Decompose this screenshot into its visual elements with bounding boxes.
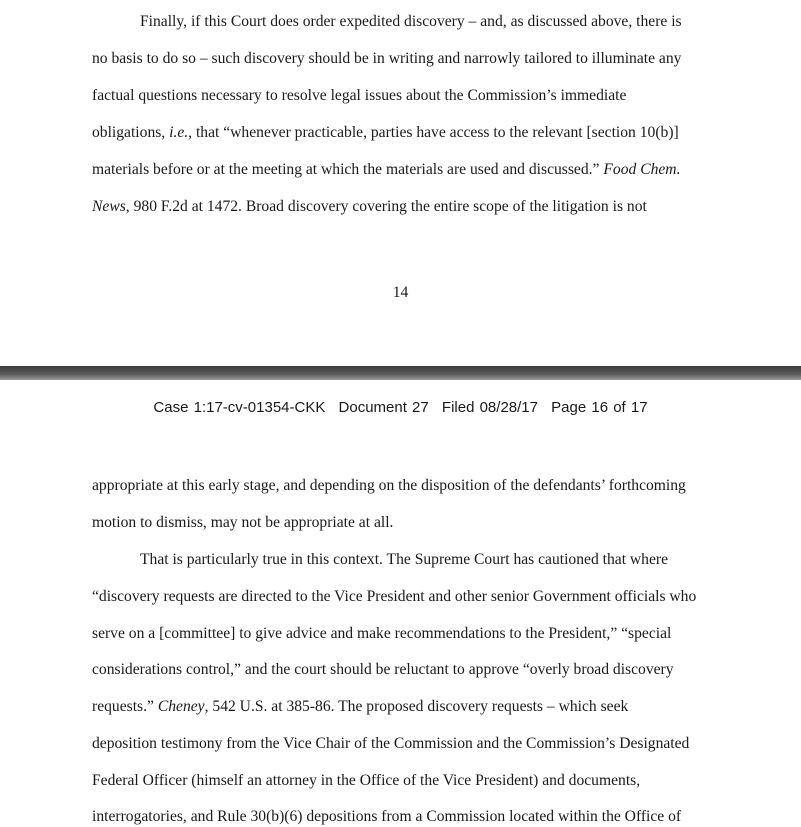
italic-citation: News [92, 198, 126, 215]
italic-citation: Cheney [157, 698, 205, 715]
paragraph-line: factual questions necessary to resolve legal issues about the Commission’s immediate [92, 87, 627, 104]
italic-text: i.e. [169, 124, 189, 141]
paragraph-line: considerations control,” and the court should be reluctant to approve “overly broad discovery [92, 661, 674, 678]
italic-citation: Food Chem. [603, 161, 681, 178]
paragraph-line: motion to dismiss, may not be appropriate at all. [92, 514, 394, 531]
paragraph-line [92, 697, 628, 717]
text-run: requests.” [92, 698, 158, 715]
filed-date: Filed 08/28/17 [441, 399, 538, 416]
paragraph-line: Federal Officer (himself an attorney in the Office of the Vice President) and documents, [92, 772, 641, 789]
text-run: materials before or at the meeting at which the materials are used and discussed.” [92, 161, 604, 178]
paragraph-line [92, 123, 679, 143]
text-run: obligations, [92, 124, 170, 141]
paragraph-line: serve on a [committee] to give advice and make recommendations to the President,” “special [92, 625, 672, 642]
page-number: 14 [392, 284, 409, 301]
text-run: , 980 F.2d at 1472. Broad discovery covering the entire scope of the litigation is not [125, 198, 647, 215]
case-number: Case 1:17-cv-01354-CKK [153, 399, 326, 416]
paragraph-line [92, 160, 680, 180]
text-run: , 542 U.S. at 385-86. The proposed discovery requests – which seek [204, 698, 629, 715]
paragraph-line [92, 197, 647, 217]
paragraph-line: interrogatories, and Rule 30(b)(6) depositions from a Commission located within the Office of [92, 808, 682, 825]
paragraph-line: “discovery requests are directed to the Vice President and other senior Government officials who [92, 588, 697, 605]
paragraph-line: appropriate at this early stage, and depending on the disposition of the defendants’ forthcoming [92, 477, 686, 494]
paragraph-line: Finally, if this Court does order expedited discovery – and, as discussed above, there is [140, 13, 682, 30]
document-number: Document 27 [338, 399, 429, 416]
page-separator [0, 366, 801, 380]
case-header [0, 398, 801, 418]
text-run: , that “whenever practicable, parties have access to the relevant [section 10(b)] [188, 124, 679, 141]
paragraph-line: That is particularly true in this context. The Supreme Court has cautioned that where [140, 551, 669, 568]
paragraph-line: no basis to do so – such discovery should be in writing and narrowly tailored to illuminate any [92, 50, 682, 67]
paragraph-line: deposition testimony from the Vice Chair of the Commission and the Commission’s Designated [92, 735, 690, 752]
page-indicator: Page 16 of 17 [551, 399, 648, 416]
